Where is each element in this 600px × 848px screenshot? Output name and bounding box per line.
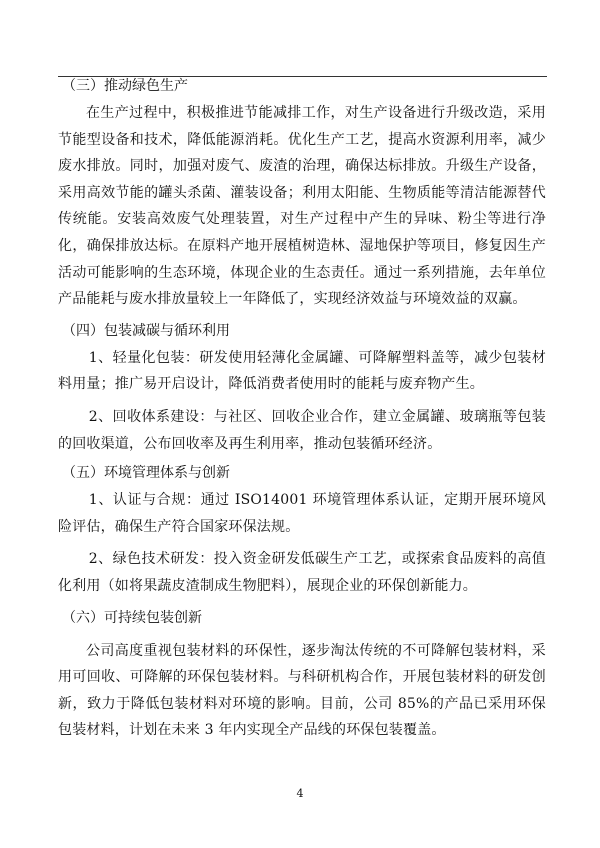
section-heading-packaging-carbon-reduction: （四）包装减碳与循环利用 [62,322,230,339]
section-heading-environmental-management: （五）环境管理体系与创新 [62,465,230,482]
section-paragraph: 2、绿色技术研发：投入资金研发低碳生产工艺，或探索食品废料的高值化利用（如将果蔬皮渣制成生物肥料），展现企业的环保创新能力。 [58,551,546,594]
section-paragraph: 1、认证与合规：通过 ISO14001 环境管理体系认证，定期开展环境风险评估，确保生产符合国家环保法规。 [58,492,546,535]
section-paragraph: 在生产过程中，积极推进节能减排工作，对生产设备进行升级改造，采用节能型设备和技术，降低能源消耗。优化生产工艺，提高水资源利用率，减少废水排放。同时，加强对废气、废渣的治理，确保达标排放。升级生产设备，采用高效节能的罐头杀菌、灌装设备；利用太阳能、生物质能等清洁能源替代传统能。安装高效废气处理装置，对生产过程中产生的异味、粉尘等进行净化，确保排放达标。在原料产地开展植树造林、湿地保护等项目，修复因生产活动可能影响的生态环境，体现企业的生态责任。通过一系列措施，去年单位产品能耗与废水排放量较上一年降低了，实现经济效益与环境效益的双赢。 [58,105,546,308]
page-body [58,76,546,744]
section-heading-sustainable-packaging: （六）可持续包装创新 [62,609,202,626]
section-paragraph: 公司高度重视包装材料的环保性，逐步淘汰传统的不可降解包装材料，采用可回收、可降解的环保包装材料。与科研机构合作，开展包装材料的研发创新，致力于降低包装材料对环境的影响。目前，公司 85%的产品已采用环保包装材料，计划在未来 3 年内实现全产品线的环保包装覆盖。 [58,642,546,739]
section-heading-green-production: （三）推动绿色生产 [62,78,188,94]
page-number: 4 [296,787,304,800]
section-paragraph: 1、轻量化包装：研发使用轻薄化金属罐、可降解塑料盖等，减少包装材料用量；推广易开启设计，降低消费者使用时的能耗与废弃物产生。 [58,349,546,393]
section-paragraph: 2、回收体系建设：与社区、回收企业合作，建立金属罐、玻璃瓶等包装的回收渠道，公布回收率及再生利用率，推动包装循环经济。 [58,408,546,452]
